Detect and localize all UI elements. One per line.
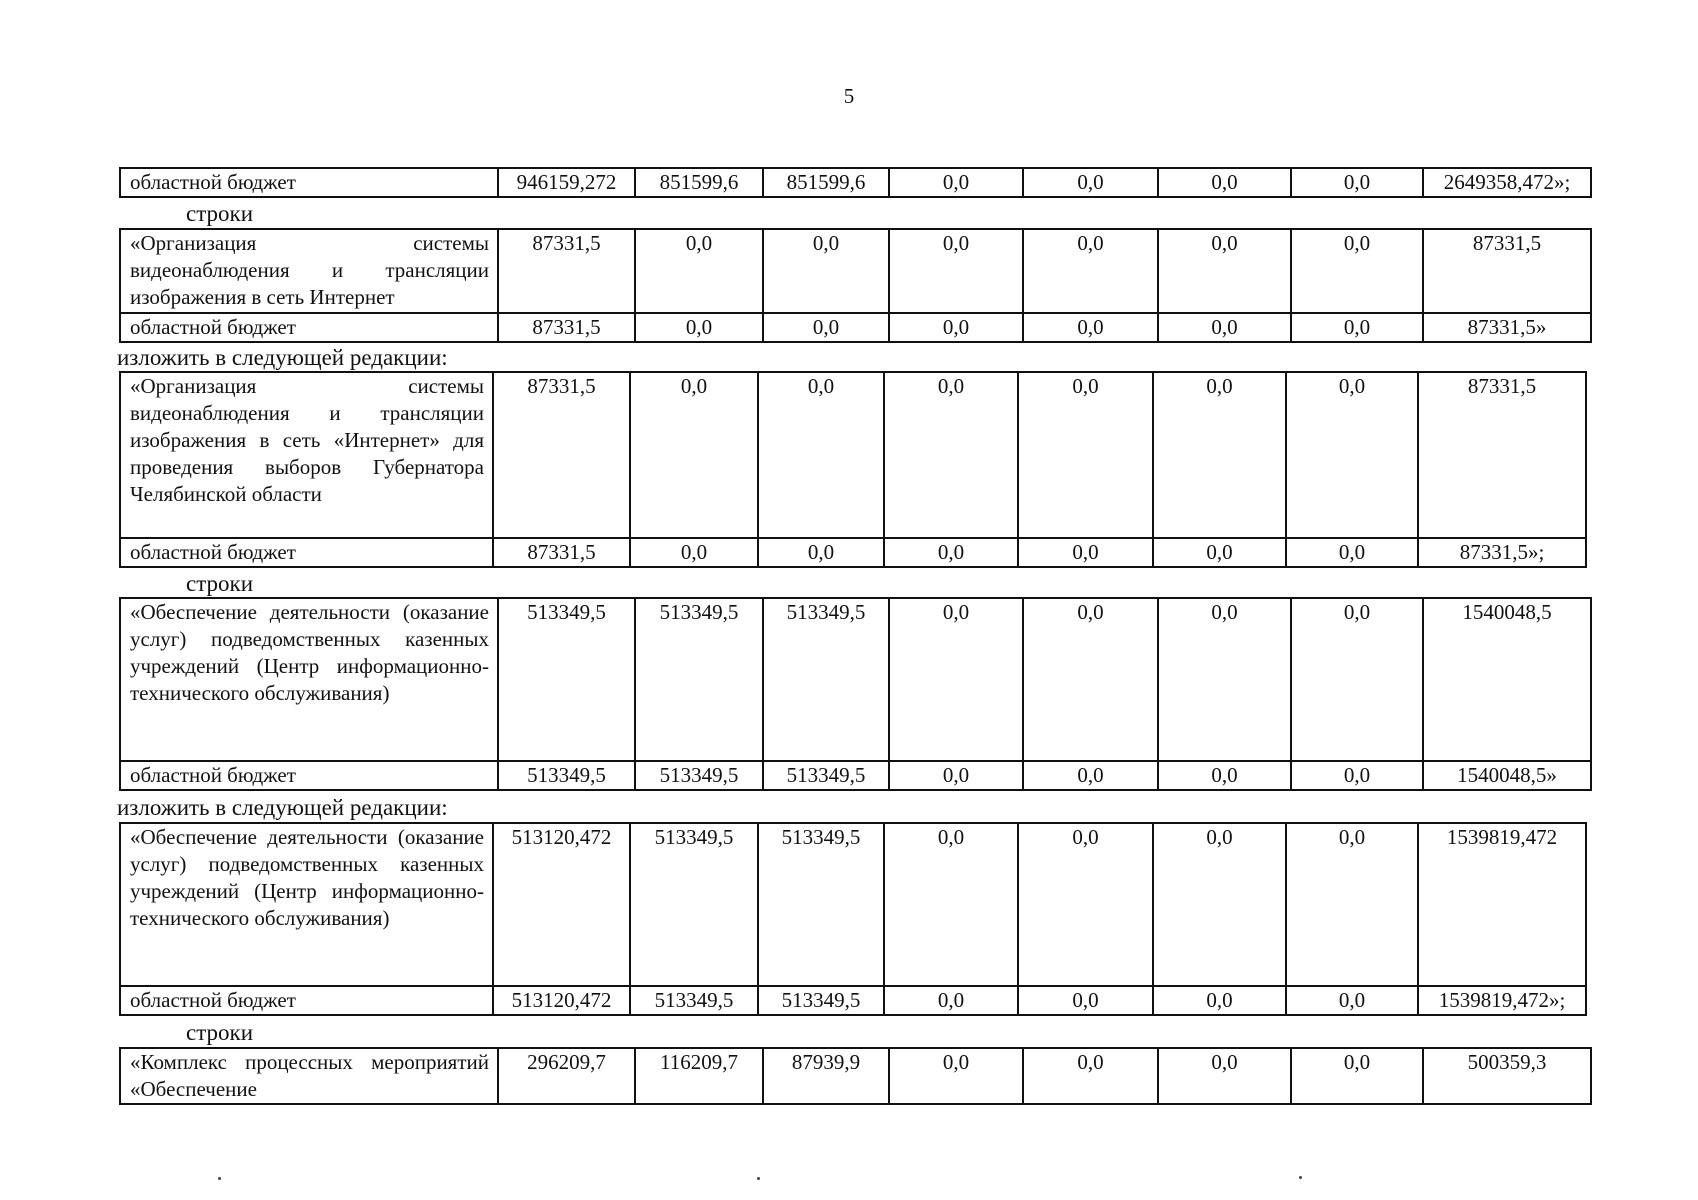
budget-table-2: [119, 371, 1587, 568]
budget-table-3: [119, 597, 1592, 791]
page-number: 5: [843, 84, 855, 108]
value-cell: 0,0: [889, 313, 1023, 342]
value-cell: 116209,7: [635, 1048, 763, 1104]
value-cell: 513349,5: [630, 986, 758, 1015]
total-cell: 1539819,472: [1418, 823, 1586, 986]
value-cell: 0,0: [1023, 761, 1158, 790]
value-cell: 87331,5: [498, 229, 635, 313]
row-name: «Обеспечение деятельности (оказание услуг) подведомственных казенных учреждений (Центр информационно-технического обслуживания): [120, 598, 498, 761]
row-name: «Обеспечение деятельности (оказание услуг) подведомственных казенных учреждений (Центр информационно-технического обслуживания): [120, 823, 493, 986]
value-cell: 513349,5: [498, 761, 635, 790]
value-cell: 0,0: [758, 372, 884, 538]
value-cell: 87331,5: [498, 313, 635, 342]
value-cell: 851599,6: [635, 168, 763, 197]
scan-speck: [757, 1177, 760, 1180]
value-cell: 0,0: [889, 598, 1023, 761]
value-cell: 0,0: [1018, 986, 1153, 1015]
table-row: [120, 823, 1586, 986]
value-cell: 946159,272: [498, 168, 635, 197]
budget-table: [119, 597, 1592, 791]
value-cell: 513349,5: [635, 598, 763, 761]
budget-table: [119, 1047, 1592, 1105]
table-row: [120, 313, 1591, 342]
value-cell: 0,0: [1291, 168, 1423, 197]
value-cell: 87331,5: [493, 372, 630, 538]
row-name: «Организация системы видеонаблюдения и трансляции изображения в сеть «Интернет» для проведения выборов Губернатора Челябинской области: [120, 372, 493, 538]
budget-table-4: [119, 822, 1587, 1016]
table-row: [120, 1048, 1591, 1104]
value-cell: 0,0: [889, 1048, 1023, 1104]
total-cell: 87331,5: [1423, 229, 1591, 313]
value-cell: 0,0: [884, 538, 1018, 567]
value-cell: 0,0: [1023, 313, 1158, 342]
value-cell: 0,0: [889, 761, 1023, 790]
label-izlozhit: изложить в следующей редакции:: [117, 345, 448, 370]
budget-table-0: [119, 167, 1592, 198]
value-cell: 513120,472: [493, 986, 630, 1015]
value-cell: 0,0: [1158, 1048, 1291, 1104]
label-stroki: строки: [186, 1020, 254, 1045]
value-cell: 87331,5: [493, 538, 630, 567]
table-row: [120, 538, 1586, 567]
value-cell: 0,0: [1291, 598, 1423, 761]
table-row: [120, 372, 1586, 538]
value-cell: 0,0: [635, 229, 763, 313]
value-cell: 0,0: [884, 823, 1018, 986]
total-cell: 1540048,5»: [1423, 761, 1591, 790]
value-cell: 851599,6: [763, 168, 889, 197]
row-name: областной бюджет: [120, 761, 498, 790]
table-row: [120, 598, 1591, 761]
value-cell: 0,0: [1291, 1048, 1423, 1104]
value-cell: 0,0: [884, 372, 1018, 538]
value-cell: 0,0: [1153, 538, 1286, 567]
value-cell: 0,0: [1158, 313, 1291, 342]
value-cell: 513349,5: [758, 823, 884, 986]
row-name: «Комплекс процессных мероприятий «Обеспечение: [120, 1048, 498, 1104]
value-cell: 0,0: [1291, 313, 1423, 342]
value-cell: 0,0: [630, 538, 758, 567]
value-cell: 513120,472: [493, 823, 630, 986]
label-stroki: строки: [186, 571, 254, 596]
label-stroki: строки: [186, 201, 254, 226]
total-cell: 1540048,5: [1423, 598, 1591, 761]
table-row: [120, 761, 1591, 790]
value-cell: 0,0: [1158, 229, 1291, 313]
budget-table: [119, 371, 1587, 568]
value-cell: 513349,5: [635, 761, 763, 790]
value-cell: 513349,5: [763, 761, 889, 790]
value-cell: 0,0: [889, 229, 1023, 313]
table-row: [120, 168, 1591, 197]
table-row: [120, 986, 1586, 1015]
value-cell: 87939,9: [763, 1048, 889, 1104]
value-cell: 0,0: [1286, 986, 1418, 1015]
value-cell: 0,0: [1286, 823, 1418, 986]
value-cell: 0,0: [635, 313, 763, 342]
row-name: областной бюджет: [120, 168, 498, 197]
row-name: «Организация системы видеонаблюдения и трансляции изображения в сеть Интернет: [120, 229, 498, 313]
value-cell: 0,0: [630, 372, 758, 538]
value-cell: 0,0: [884, 986, 1018, 1015]
total-cell: 87331,5»: [1423, 313, 1591, 342]
total-cell: 87331,5: [1418, 372, 1586, 538]
table-row: [120, 229, 1591, 313]
value-cell: 513349,5: [498, 598, 635, 761]
value-cell: 513349,5: [758, 986, 884, 1015]
value-cell: 0,0: [1153, 372, 1286, 538]
value-cell: 513349,5: [630, 823, 758, 986]
value-cell: 0,0: [889, 168, 1023, 197]
budget-table: [119, 822, 1587, 1016]
value-cell: 0,0: [1153, 986, 1286, 1015]
value-cell: 0,0: [1018, 823, 1153, 986]
row-name: областной бюджет: [120, 313, 498, 342]
value-cell: 0,0: [1023, 168, 1158, 197]
value-cell: 0,0: [763, 229, 889, 313]
value-cell: 0,0: [763, 313, 889, 342]
value-cell: 0,0: [1023, 1048, 1158, 1104]
value-cell: 0,0: [1158, 168, 1291, 197]
value-cell: 0,0: [1286, 538, 1418, 567]
total-cell: 1539819,472»;: [1418, 986, 1586, 1015]
value-cell: 0,0: [1023, 598, 1158, 761]
total-cell: 500359,3: [1423, 1048, 1591, 1104]
value-cell: 0,0: [758, 538, 884, 567]
budget-table-5: [119, 1047, 1592, 1105]
value-cell: 0,0: [1018, 538, 1153, 567]
value-cell: 0,0: [1286, 372, 1418, 538]
total-cell: 2649358,472»;: [1423, 168, 1591, 197]
label-izlozhit: изложить в следующей редакции:: [117, 795, 448, 820]
value-cell: 0,0: [1018, 372, 1153, 538]
value-cell: 513349,5: [763, 598, 889, 761]
row-name: областной бюджет: [120, 538, 493, 567]
scan-speck: [1299, 1176, 1302, 1179]
budget-table: [119, 167, 1592, 198]
row-name: областной бюджет: [120, 986, 493, 1015]
value-cell: 0,0: [1158, 761, 1291, 790]
total-cell: 87331,5»;: [1418, 538, 1586, 567]
value-cell: 296209,7: [498, 1048, 635, 1104]
budget-table-1: [119, 228, 1592, 343]
scan-speck: [218, 1177, 221, 1180]
value-cell: 0,0: [1023, 229, 1158, 313]
value-cell: 0,0: [1153, 823, 1286, 986]
value-cell: 0,0: [1291, 761, 1423, 790]
value-cell: 0,0: [1158, 598, 1291, 761]
value-cell: 0,0: [1291, 229, 1423, 313]
budget-table: [119, 228, 1592, 343]
